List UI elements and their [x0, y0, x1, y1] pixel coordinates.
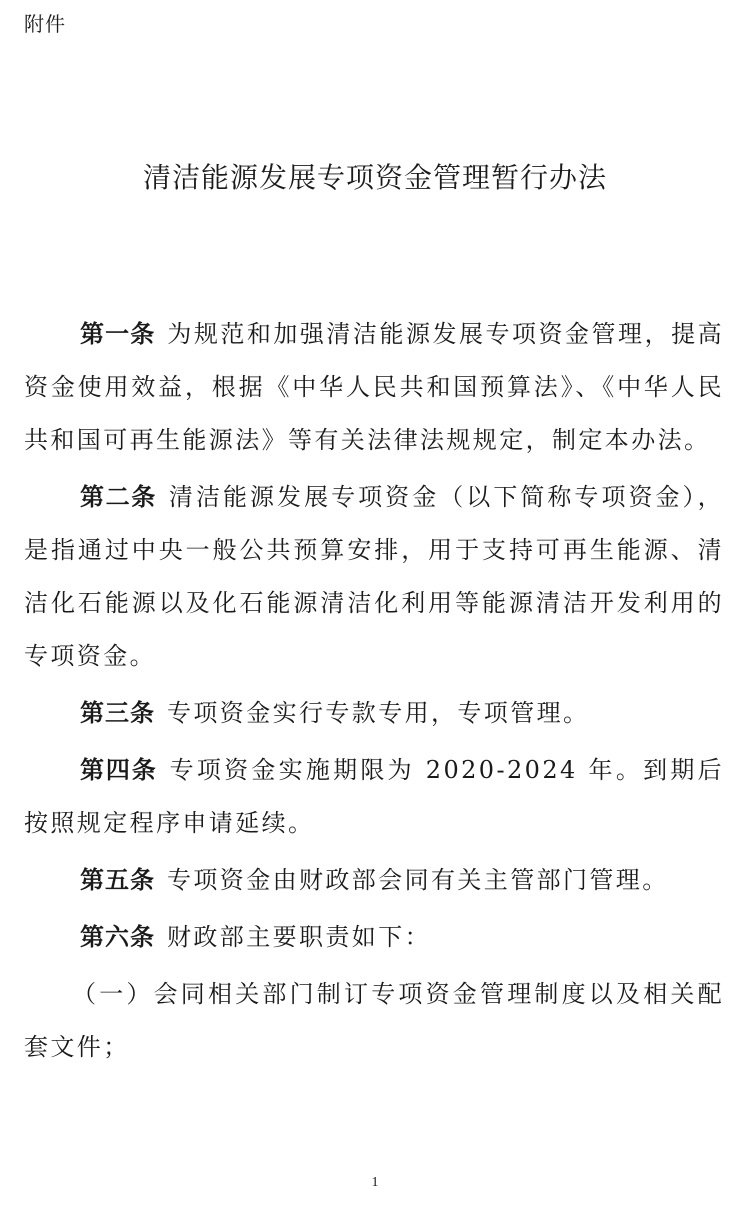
article-6: [24, 911, 724, 964]
article-text: 专项资金由财政部会同有关主管部门管理。: [167, 866, 669, 894]
article-heading: 第四条: [80, 756, 158, 784]
article-3: [24, 687, 724, 740]
article-text: 专项资金实行专款专用，专项管理。: [167, 699, 590, 727]
article-1: [24, 308, 724, 467]
article-heading: 第三条: [80, 699, 155, 727]
article-heading: 第一条: [80, 320, 156, 348]
attachment-label: 附件: [24, 12, 66, 36]
page-title: 清洁能源发展专项资金管理暂行办法: [142, 161, 607, 194]
article-2: [24, 471, 724, 683]
article-text: 清洁能源发展专项资金（以下简称专项资金），是指通过中央一般公共预算安排，用于支持可再生能源、清洁化石能源以及化石能源清洁化利用等能源清洁开发利用的专项资金。: [24, 483, 724, 670]
page-number: 1: [371, 1175, 379, 1190]
article-text: 财政部主要职责如下：: [167, 923, 431, 951]
article-heading: 第五条: [80, 866, 155, 894]
article-5: [24, 854, 724, 907]
article-heading: 第六条: [80, 923, 155, 951]
article-heading: 第二条: [80, 483, 157, 511]
list-item: （一）会同相关部门制订专项资金管理制度以及相关配套文件；: [24, 980, 724, 1061]
document-body: [24, 308, 724, 1078]
article-text: 专项资金实施期限为 2020-2024 年。到期后按照规定程序申请延续。: [24, 756, 724, 837]
article-4: [24, 744, 724, 850]
article-text: 为规范和加强清洁能源发展专项资金管理，提高资金使用效益，根据《中华人民共和国预算法》、《中华人民共和国可再生能源法》等有关法律法规规定，制定本办法。: [24, 320, 724, 454]
